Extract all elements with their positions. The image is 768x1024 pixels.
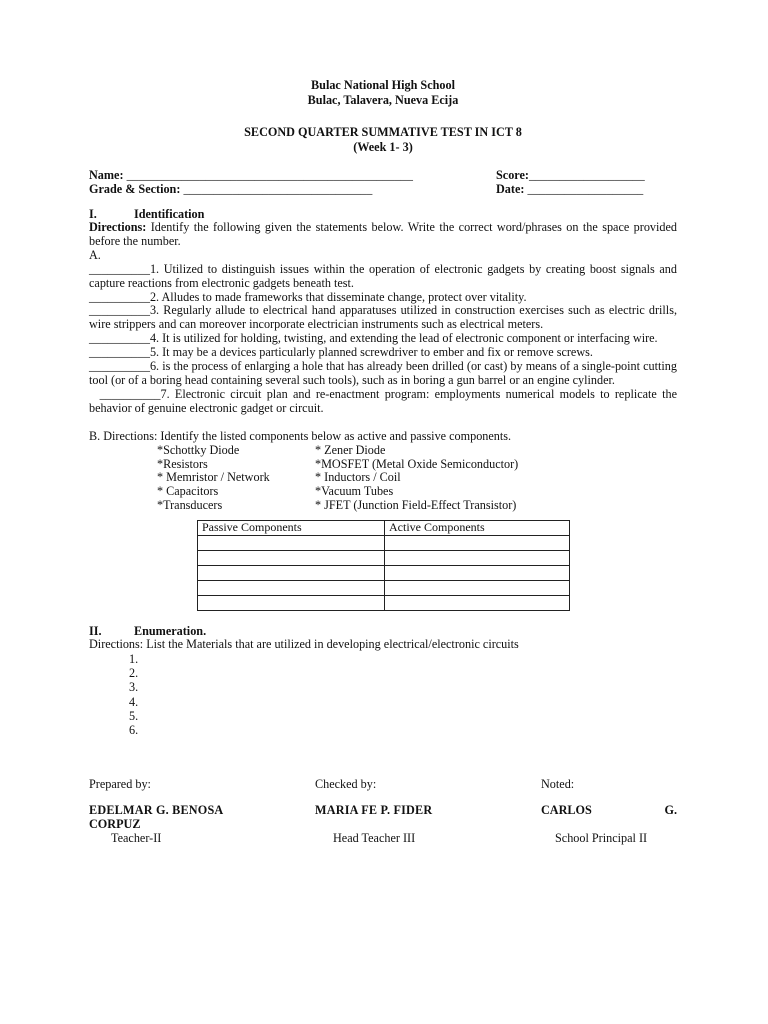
section-2-number: II. [89, 624, 102, 639]
noted-name-last: CORPUZ [89, 817, 141, 832]
noted-name [541, 803, 677, 817]
section-1-number: I. [89, 207, 97, 221]
passive-header: Passive Components [198, 521, 385, 536]
passive-cell[interactable] [198, 566, 385, 581]
component-item: * Inductors / Coil [315, 470, 401, 485]
noted-name-initial: G. [664, 803, 677, 818]
school-address: Bulac, Talavera, Nueva Ecija [307, 93, 459, 107]
signature-titles [89, 831, 677, 845]
table-row [198, 581, 570, 596]
test-title: SECOND QUARTER SUMMATIVE TEST IN ICT 8 [244, 125, 522, 139]
active-header: Active Components [385, 521, 570, 536]
table-row [198, 536, 570, 551]
name-field[interactable]: _______________________________________________ [126, 168, 413, 182]
component-item: *Resistors [157, 456, 208, 471]
checked-name: MARIA FE P. FIDER [315, 803, 433, 818]
section-2-directions: Directions: List the Materials that are utilized in developing electrical/electronic circuits [89, 637, 519, 652]
info-row-name [89, 168, 677, 182]
active-cell[interactable] [385, 551, 570, 566]
noted-title: School Principal II [555, 831, 648, 846]
passive-cell[interactable] [198, 596, 385, 611]
noted-name-first: CARLOS [541, 803, 592, 818]
test-title-block [89, 125, 677, 155]
active-cell[interactable] [385, 596, 570, 611]
list-item: 1. [129, 652, 139, 667]
info-row-grade [89, 182, 677, 196]
identification-item-2: __________2. Alludes to made frameworks that disseminate change, protect over vitality. [89, 289, 527, 304]
noted-label: Noted: [541, 777, 575, 792]
date-field[interactable]: ___________________ [527, 182, 644, 196]
school-name: Bulac National High School [311, 78, 455, 92]
component-item: *Vacuum Tubes [315, 484, 394, 499]
signature-names [89, 803, 677, 817]
component-item: * Memristor / Network [157, 470, 270, 485]
checked-label: Checked by: [315, 777, 377, 792]
identification-item-3: __________3. Regularly allude to electrical hand apparatuses utilized in construction exercises such as electric drills, wire strippers and can moreover incorporate electrician instruments such as electrical meters. [89, 303, 677, 332]
section-1-directions [89, 221, 677, 249]
table-row [198, 566, 570, 581]
identification-item-4: __________4. It is utilized for holding, twisting, and extending the lead of electronic component or interfacing wire. [89, 331, 658, 346]
table-row [198, 596, 570, 611]
part-a-label: A. [89, 247, 101, 262]
prepared-label: Prepared by: [89, 777, 151, 792]
prepared-title: Teacher-II [111, 831, 162, 846]
active-cell[interactable] [385, 536, 570, 551]
component-item: *Transducers [157, 498, 223, 513]
signature-labels [89, 777, 677, 791]
component-list [157, 444, 677, 514]
directions-text: Identify the following given the statements below. Write the correct word/phrases on the space provided before the number. [89, 220, 677, 248]
identification-item-5: __________5. It may be a devices particularly planned screwdriver to ember and fix or remove screws. [89, 345, 593, 360]
test-week: (Week 1- 3) [353, 140, 413, 154]
passive-cell[interactable] [198, 536, 385, 551]
active-cell[interactable] [385, 581, 570, 596]
list-item: 2. [129, 666, 139, 681]
grade-field[interactable]: _______________________________ [183, 182, 373, 196]
score-field[interactable]: ___________________ [528, 168, 645, 182]
section-2-heading [89, 624, 677, 638]
enumeration-list [89, 652, 677, 737]
score-label: Score: [496, 168, 529, 182]
identification-item-6: __________6. is the process of enlarging a hole that has already been drilled (or cast) by means of a single-point cutting tool (or of a boring head containing several such tools), such as in boring a gun barrel or an engine cylinder. [89, 359, 677, 387]
list-item: 4. [129, 694, 139, 709]
component-item: * Zener Diode [315, 442, 386, 457]
component-item: * Capacitors [157, 484, 219, 499]
list-item: 5. [129, 708, 139, 723]
list-item: 3. [129, 680, 139, 695]
section-1-title: Identification [134, 207, 205, 221]
date-label: Date: [496, 182, 525, 196]
table-header-row [198, 521, 570, 536]
active-cell[interactable] [385, 566, 570, 581]
test-page [89, 78, 681, 846]
passive-cell[interactable] [198, 581, 385, 596]
section-2-title: Enumeration. [134, 624, 207, 639]
grade-label: Grade & Section: [89, 182, 181, 196]
component-item: * JFET (Junction Field-Effect Transistor) [315, 498, 517, 513]
component-item: *MOSFET (Metal Oxide Semiconductor) [315, 456, 519, 471]
directions-label: Directions: [89, 220, 147, 234]
table-row [198, 551, 570, 566]
school-header [89, 78, 677, 108]
checked-title: Head Teacher III [333, 831, 416, 846]
name-label: Name: [89, 168, 124, 182]
components-table [197, 520, 570, 611]
identification-item-1: __________1. Utilized to distinguish issues within the operation of electronic gadgets by creating boost signals and capture reactions from electronic gadgets beneath test. [89, 261, 677, 290]
part-b-directions: B. Directions: Identify the listed components below as active and passive components. [89, 428, 512, 443]
component-item: *Schottky Diode [157, 442, 240, 457]
list-item: 6. [129, 723, 139, 738]
identification-item-7: __________7. Electronic circuit plan and re-enactment program: employments numerical models to replicate the behavior of genuine electronic gadget or circuit. [89, 386, 681, 415]
section-1-heading [89, 207, 677, 221]
passive-cell[interactable] [198, 551, 385, 566]
prepared-name: EDELMAR G. BENOSA [89, 803, 224, 818]
